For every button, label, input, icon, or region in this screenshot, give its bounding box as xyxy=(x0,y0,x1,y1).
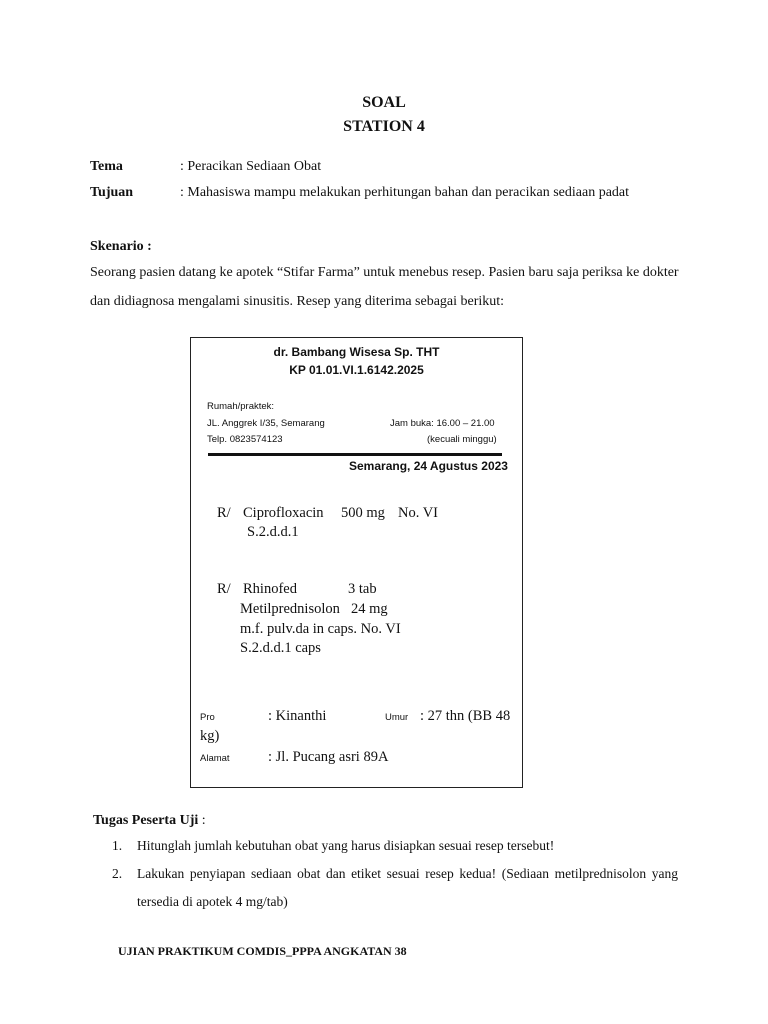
meta-label-tema: Tema xyxy=(90,159,123,174)
header-divider xyxy=(208,453,502,456)
rx2-sig: S.2.d.d.1 caps xyxy=(240,640,321,656)
patient-pro-label: Pro xyxy=(200,712,215,723)
rx2-drug2: Metilprednisolon xyxy=(240,601,340,617)
rx1-drug: Ciprofloxacin xyxy=(243,505,324,521)
patient-address: : Jl. Pucang asri 89A xyxy=(268,749,389,765)
rx1-marker: R/ xyxy=(217,505,231,521)
patient-age-label: Umur xyxy=(385,712,409,723)
patient-address-label: Alamat xyxy=(200,753,230,764)
rx1-qty: No. VI xyxy=(398,505,439,521)
meta-label-tujuan: Tujuan xyxy=(90,185,134,200)
practice-phone: Telp. 0823574123 xyxy=(207,434,283,445)
rx2-instruction: m.f. pulv.da in caps. No. VI xyxy=(240,621,401,637)
doctor-name: dr. Bambang Wisesa Sp. THT xyxy=(273,345,440,359)
place-date: Semarang, 24 Agustus 2023 xyxy=(349,459,508,473)
patient-age-continued: kg) xyxy=(200,728,220,744)
practice-address: JL. Anggrek I/35, Semarang xyxy=(207,418,325,429)
task-number-1: 1. xyxy=(112,838,123,853)
doctor-license: KP 01.01.VI.1.6142.2025 xyxy=(289,363,424,377)
meta-value-tujuan: : Mahasiswa mampu melakukan perhitungan bahan dan peracikan sediaan padat xyxy=(180,185,630,200)
practice-label: Rumah/praktek: xyxy=(207,401,275,412)
tasks-heading: Tugas Peserta Uji xyxy=(93,813,199,828)
rx2-dose1: 3 tab xyxy=(348,581,377,597)
task-text-2: Lakukan penyiapan sediaan obat dan etiket sesuai resep kedua! (Sediaan metilprednisolon yang tersedia di apotek 4 mg/tab) xyxy=(137,866,678,909)
rx2-drug1: Rhinofed xyxy=(243,581,297,597)
rx2-marker: R/ xyxy=(217,581,231,597)
task-number-2: 2. xyxy=(112,866,123,881)
scenario-heading: Skenario : xyxy=(90,239,152,254)
footer-text: UJIAN PRAKTIKUM COMDIS_PPPA ANGKATAN 38 xyxy=(118,944,407,958)
rx2-dose2: 24 mg xyxy=(351,601,388,617)
practice-hours: Jam buka: 16.00 – 21.00 xyxy=(390,418,495,429)
rx1-sig: S.2.d.d.1 xyxy=(247,524,299,540)
tasks-heading-colon: : xyxy=(198,813,206,828)
tasks-heading-line xyxy=(93,811,206,831)
scenario-text: Seorang pasien datang ke apotek “Stifar Farma” untuk menebus resep. Pasien baru saja periksa ke dokter dan didiagnosa mengalami sinusitis. Resep yang diterima sebagai berikut: xyxy=(90,265,679,309)
patient-name: : Kinanthi xyxy=(268,708,327,724)
title-soal: SOAL xyxy=(362,94,406,111)
meta-value-tema: : Peracikan Sediaan Obat xyxy=(180,159,322,174)
title-station: STATION 4 xyxy=(343,118,425,135)
patient-age: : 27 thn (BB 48 xyxy=(420,708,511,724)
rx1-dose: 500 mg xyxy=(341,505,385,521)
practice-hours-note: (kecuali minggu) xyxy=(427,434,497,445)
task-text-1: Hitunglah jumlah kebutuhan obat yang harus disiapkan sesuai resep tersebut! xyxy=(137,838,555,853)
prescription-box xyxy=(190,337,523,788)
